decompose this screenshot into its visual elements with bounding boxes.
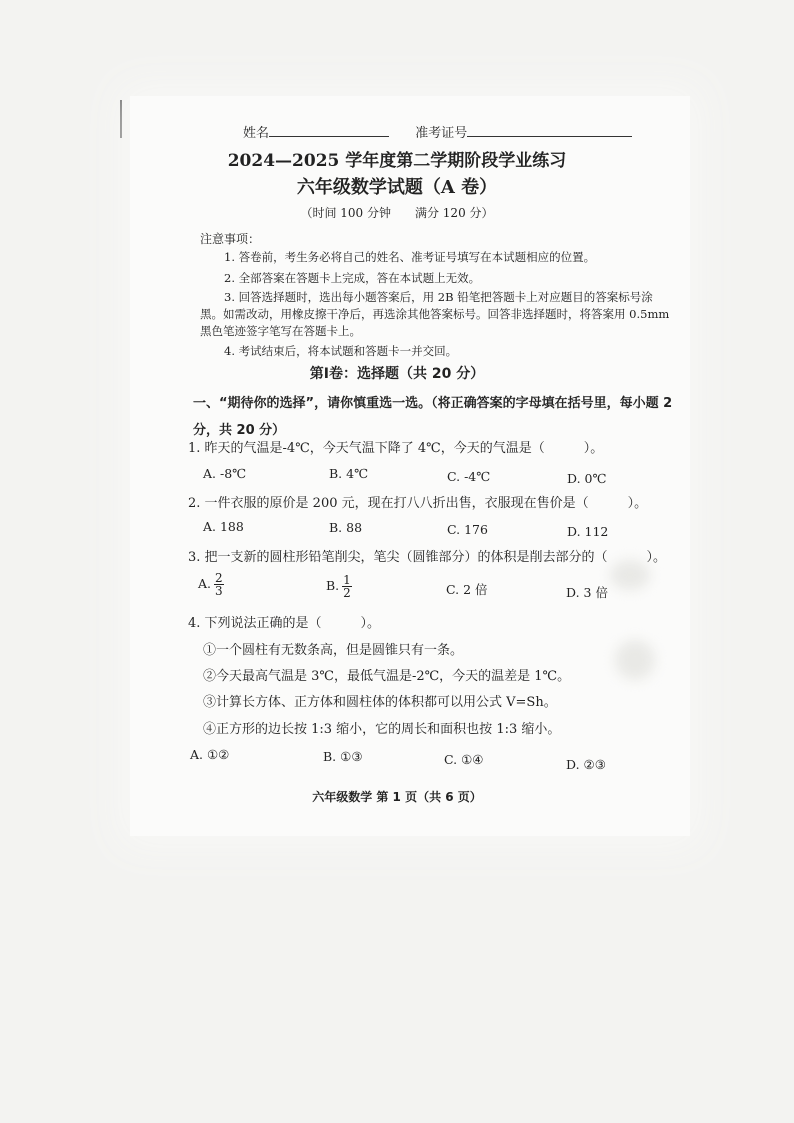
section-title: 第Ⅰ卷：选择题（共 20 分） — [309, 366, 485, 382]
option-b-label: B. — [326, 578, 340, 593]
page-footer: 六年级数学 第 1 页（共 6 页） — [312, 790, 482, 804]
name-blank — [269, 124, 389, 137]
option-c: C. 2 倍 — [446, 582, 488, 597]
statement-item: ④正方形的边长按 1:3 缩小，它的周长和面积也按 1:3 缩小。 — [203, 722, 561, 737]
option-b — [326, 574, 352, 599]
question-stem: 1. 昨天的气温是-4℃，今天气温下降了 4℃，今天的气温是（ ）。 — [188, 441, 604, 456]
fraction-numerator: 1 — [343, 573, 351, 587]
option-b: B. 4℃ — [329, 466, 369, 481]
fraction-two-thirds — [214, 572, 224, 597]
option-c: C. ①④ — [444, 752, 484, 767]
notice-item: 4. 考试结束后，将本试题和答题卡一并交回。 — [224, 344, 458, 358]
scan-edge-mark — [120, 100, 122, 138]
question-stem: 4. 下列说法正确的是（ ）。 — [188, 616, 381, 631]
option-d: D. ②③ — [566, 757, 606, 772]
fraction-one-half — [342, 574, 352, 599]
question-stem: 3. 把一支新的圆柱形铅笔削尖，笔尖（圆锥部分）的体积是削去部分的（ ）。 — [188, 550, 667, 565]
notice-item: 2. 全部答案在答题卡上完成，答在本试题上无效。 — [224, 271, 481, 285]
option-b: B. 88 — [329, 520, 363, 535]
option-b: B. ①③ — [323, 749, 363, 764]
option-a: A. 188 — [203, 519, 244, 534]
fraction-denominator: 3 — [215, 584, 223, 598]
scan-smudge — [615, 640, 655, 680]
fraction-denominator: 2 — [343, 586, 351, 600]
exam-number-blank — [467, 124, 632, 137]
option-c: C. -4℃ — [447, 469, 491, 484]
time-score: （时间 100 分钟 满分 120 分） — [300, 206, 494, 220]
statement-item: ①一个圆柱有无数条高，但是圆锥只有一条。 — [203, 643, 464, 658]
notice-item: 3. 回答选择题时，选出每小题答案后，用 2B 铅笔把答题卡上对应题目的答案标号涂黑。如需改动，用橡皮擦干净后，再选涂其他答案标号。回答非选择题时，将答案用 0.5mm 黑色笔迹签字笔写在答题卡上。 — [200, 290, 670, 338]
option-a: A. ①② — [190, 747, 230, 762]
option-a — [198, 572, 224, 597]
option-d: D. 0℃ — [567, 471, 607, 486]
option-a: A. -8℃ — [203, 466, 247, 481]
exam-subtitle: 六年级数学试题（A 卷） — [296, 177, 498, 198]
option-a-label: A. — [198, 576, 212, 591]
question-stem: 2. 一件衣服的原价是 200 元，现在打八八折出售，衣服现在售价是（ ）。 — [188, 496, 648, 511]
option-d: D. 112 — [567, 524, 609, 539]
candidate-info-row — [243, 122, 632, 141]
statement-item: ②今天最高气温是 3℃，最低气温是-2℃，今天的温差是 1℃。 — [203, 669, 571, 684]
fraction-numerator: 2 — [215, 571, 223, 585]
notice-title: 注意事项： — [200, 232, 261, 246]
option-d: D. 3 倍 — [566, 585, 608, 600]
option-c: C. 176 — [447, 522, 488, 537]
exam-number-label: 准考证号 — [415, 126, 468, 141]
notice-item: 1. 答卷前，考生务必将自己的姓名、准考证号填写在本试题相应的位置。 — [224, 250, 596, 264]
part-heading: 一、“期待你的选择”，请你慎重选一选。（将正确答案的字母填在括号里，每小题 2 分，共 20 分） — [193, 396, 673, 438]
statement-item: ③计算长方体、正方体和圆柱体的体积都可以用公式 V=Sh。 — [203, 695, 557, 710]
exam-title: 2024—2025 学年度第二学期阶段学业练习 — [227, 151, 567, 171]
name-label: 姓名 — [243, 126, 270, 141]
